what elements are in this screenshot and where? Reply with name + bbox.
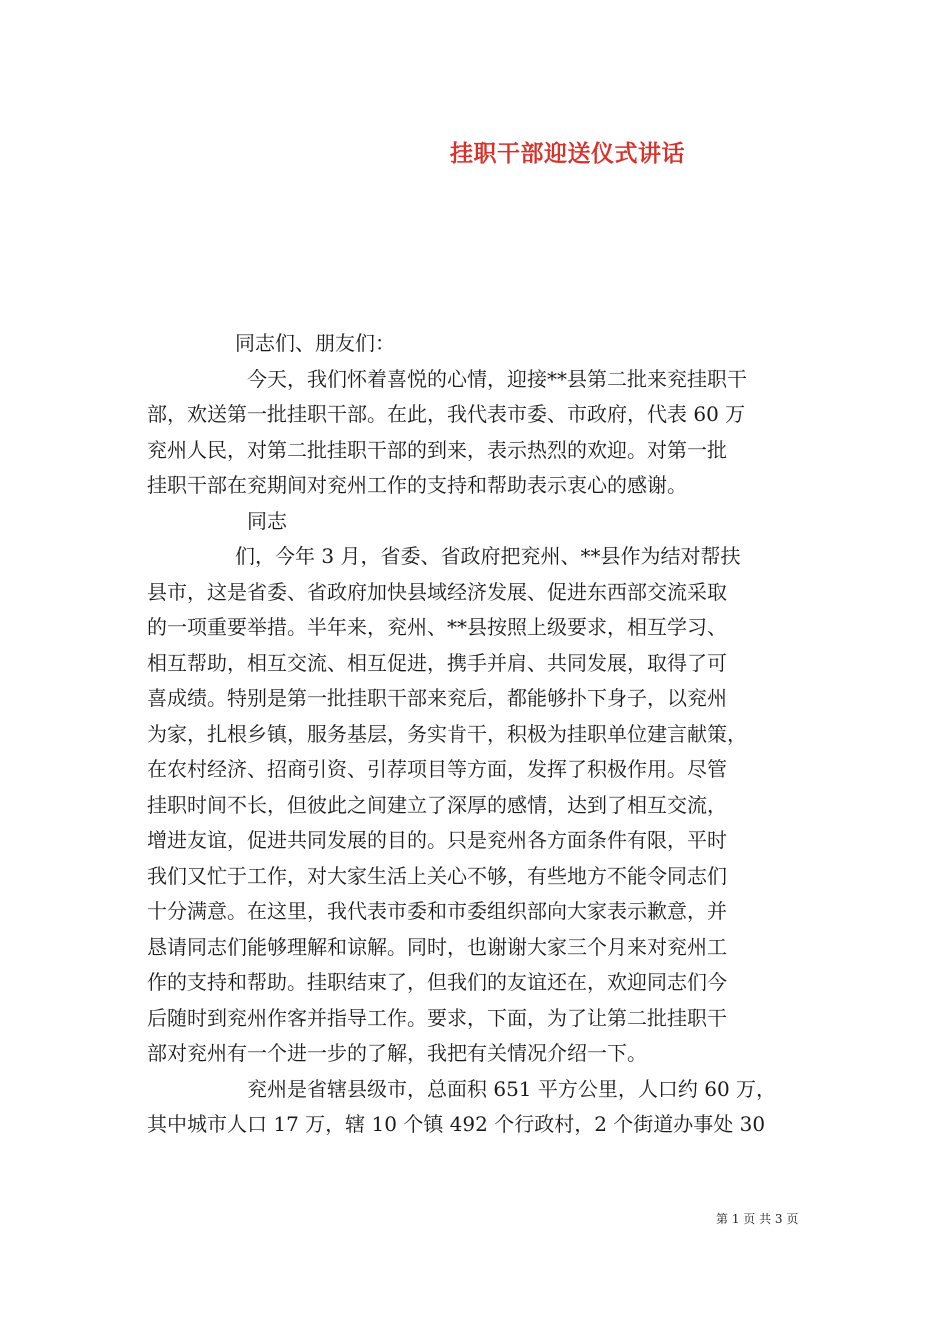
body-line: 同志 xyxy=(247,508,287,533)
body-line: 同志们、朋友们： xyxy=(235,331,395,355)
body-line: 作的支持和帮助。挂职结束了，但我们的友谊还在，欢迎同志们今 xyxy=(147,970,727,994)
body-line: 十分满意。在这里，我代表市委和市委组织部向大家表示歉意，并 xyxy=(147,899,727,923)
body-line: 的一项重要举措。半年来，兖州、**县按照上级要求，相互学习、 xyxy=(147,615,727,639)
body-line: 增进友谊，促进共同发展的目的。只是兖州各方面条件有限，平时 xyxy=(147,828,727,852)
body-line: 兖州人民，对第二批挂职干部的到来，表示热烈的欢迎。对第一批 xyxy=(147,437,727,462)
body-line: 部，欢送第一批挂职干部。在此，我代表市委、市政府，代表 60 万 xyxy=(147,402,746,426)
body-line: 县市，这是省委、省政府加快县域经济发展、促进东西部交流采取 xyxy=(147,579,727,604)
body-line: 在农村经济、招商引资、引荐项目等方面，发挥了积极作用。尽管 xyxy=(147,757,727,781)
body-line: 其中城市人口 17 万，辖 10 个镇 492 个行政村，2 个街道办事处 30 xyxy=(147,1112,766,1136)
body-line: 挂职时间不长，但彼此之间建立了深厚的感情，达到了相互交流， xyxy=(147,792,727,817)
body-line: 部对兖州有一个进一步的了解，我把有关情况介绍一下。 xyxy=(147,1041,647,1065)
body-line: 今天，我们怀着喜悦的心情，迎接**县第二批来兖挂职干 xyxy=(247,366,747,391)
body-line: 后随时到兖州作客并指导工作。要求，下面，为了让第二批挂职干 xyxy=(147,1005,727,1030)
page-footer: 第 1 页 共 3 页 xyxy=(716,1212,799,1226)
body-line: 我们又忙于工作，对大家生活上关心不够，有些地方不能令同志们 xyxy=(147,863,727,888)
document-body xyxy=(147,326,807,1143)
body-line: 挂职干部在兖期间对兖州工作的支持和帮助表示衷心的感谢。 xyxy=(147,473,687,497)
body-line: 为家，扎根乡镇，服务基层，务实肯干，积极为挂职单位建言献策， xyxy=(147,721,747,746)
document-title: 挂职干部迎送仪式讲话 xyxy=(450,140,685,167)
body-line: 相互帮助，相互交流、相互促进，携手并肩、共同发展，取得了可 xyxy=(147,650,727,675)
body-line: 喜成绩。特别是第一批挂职干部来兖后，都能够扑下身子，以兖州 xyxy=(147,686,727,710)
body-line: 兖州是省辖县级市，总面积 651 平方公里，人口约 60 万， xyxy=(247,1076,777,1101)
body-line: 恳请同志们能够理解和谅解。同时，也谢谢大家三个月来对兖州工 xyxy=(147,934,727,959)
body-line: 们，今年 3 月，省委、省政府把兖州、**县作为结对帮扶 xyxy=(235,544,741,568)
